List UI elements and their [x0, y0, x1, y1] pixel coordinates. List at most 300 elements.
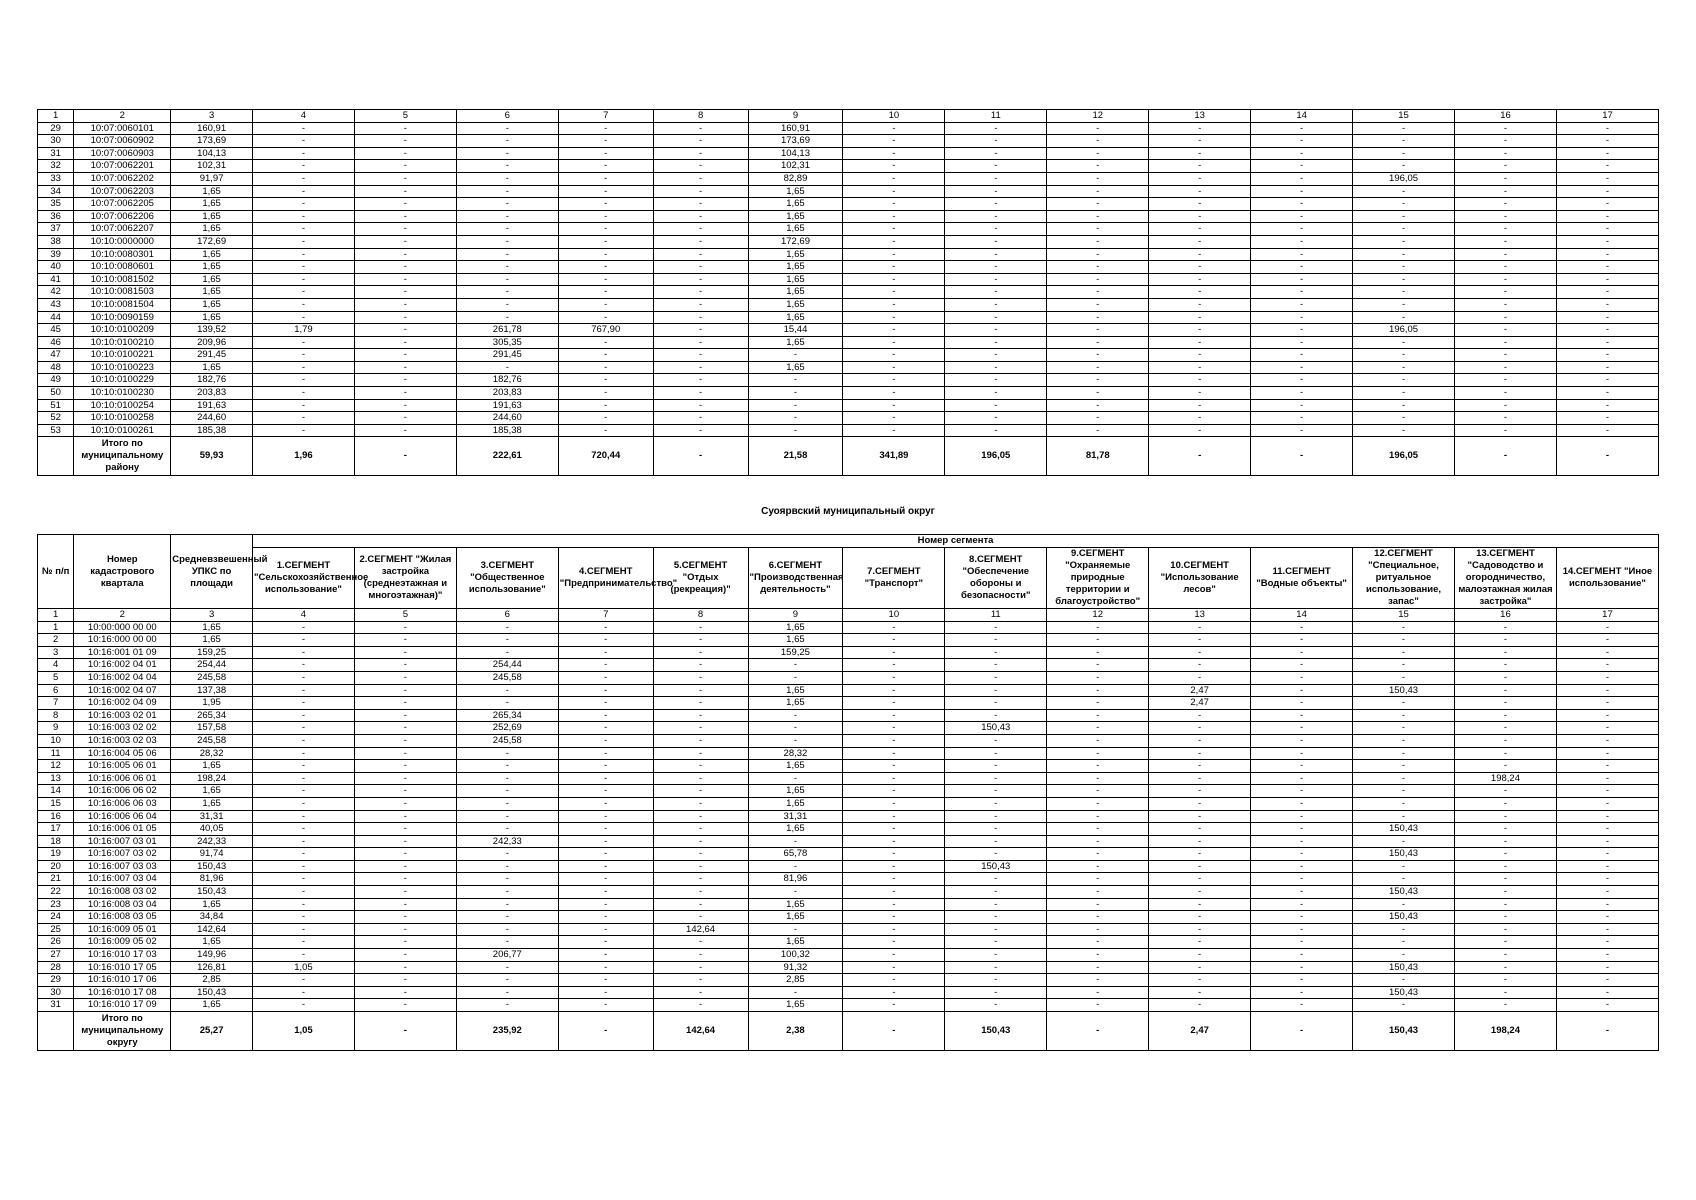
total-cell: 150,43 — [945, 1012, 1047, 1051]
table-cell: - — [354, 671, 456, 684]
table-cell: - — [1149, 160, 1251, 173]
table-cell: - — [456, 248, 558, 261]
table-cell: - — [1353, 210, 1455, 223]
table-cell: - — [748, 835, 843, 848]
table-cell: - — [843, 785, 945, 798]
total-cell: 59,93 — [171, 437, 253, 476]
column-number-cell: 7 — [558, 609, 653, 622]
table-cell: - — [1251, 172, 1353, 185]
table-row — [38, 697, 1659, 710]
table-cell: - — [1353, 709, 1455, 722]
table-cell: - — [653, 349, 748, 362]
table-cell: 1,65 — [748, 797, 843, 810]
table-cell: - — [1455, 412, 1557, 425]
table-cell: - — [1251, 722, 1353, 735]
table-cell: - — [558, 722, 653, 735]
column-number-cell: 1 — [38, 110, 74, 123]
table-cell: - — [1149, 898, 1251, 911]
total-row — [38, 437, 1659, 476]
table-cell: - — [653, 324, 748, 337]
table-cell: - — [1251, 198, 1353, 211]
table-cell: - — [945, 747, 1047, 760]
table-cell: - — [558, 697, 653, 710]
table-cell: 91,74 — [171, 848, 253, 861]
table-cell: 31,31 — [748, 810, 843, 823]
table-cell: - — [354, 185, 456, 198]
table-cell: 198,24 — [171, 772, 253, 785]
table-cell: - — [843, 135, 945, 148]
table-cell: - — [1047, 424, 1149, 437]
table-cell: - — [1047, 412, 1149, 425]
table-cell: - — [1556, 621, 1658, 634]
table-cell: 25 — [38, 923, 74, 936]
table-cell: - — [1353, 235, 1455, 248]
table-cell: 10:16:010 17 08 — [74, 986, 171, 999]
table-cell: - — [354, 336, 456, 349]
table-cell: - — [1454, 923, 1556, 936]
total-row — [38, 1012, 1659, 1051]
table-cell: - — [252, 949, 354, 962]
table-row — [38, 659, 1659, 672]
table-cell: 1,65 — [748, 361, 843, 374]
table-cell: 139,52 — [171, 324, 253, 337]
table-row — [38, 361, 1659, 374]
table-cell: - — [1454, 999, 1556, 1012]
table-cell: 23 — [38, 898, 74, 911]
table-cell: - — [558, 412, 653, 425]
table-cell: 6 — [38, 684, 74, 697]
table-cell: - — [354, 634, 456, 647]
table-cell: - — [1454, 898, 1556, 911]
table-cell: - — [1251, 336, 1353, 349]
table-cell: - — [1353, 311, 1455, 324]
table-cell: - — [653, 646, 748, 659]
table-cell: - — [1047, 646, 1149, 659]
table-cell: 28 — [38, 961, 74, 974]
table-cell: - — [1149, 911, 1251, 924]
column-number-cell: 5 — [354, 609, 456, 622]
table-cell: - — [558, 311, 653, 324]
table-cell: - — [653, 223, 748, 236]
table-cell: - — [1149, 785, 1251, 798]
table-cell: - — [843, 160, 945, 173]
table-cell: - — [456, 772, 558, 785]
table-cell: - — [354, 697, 456, 710]
table-cell: 10:10:0100258 — [74, 412, 171, 425]
table-cell: - — [843, 823, 945, 836]
table-cell: - — [843, 848, 945, 861]
table-cell: 11 — [38, 747, 74, 760]
table-cell: - — [653, 185, 748, 198]
table-cell: 43 — [38, 298, 74, 311]
table-cell: 10:16:003 02 02 — [74, 722, 171, 735]
table-cell: 160,91 — [748, 122, 843, 135]
table-cell: - — [1149, 399, 1251, 412]
table-cell: - — [653, 336, 748, 349]
total-cell: 25,27 — [171, 1012, 253, 1051]
header-segment-14: 14.СЕГМЕНТ "Иное использование" — [1556, 548, 1658, 609]
table-cell: 196,05 — [1353, 172, 1455, 185]
table-cell: - — [1556, 697, 1658, 710]
table-cell: - — [1251, 785, 1353, 798]
table-cell: - — [1251, 848, 1353, 861]
table-cell: - — [354, 235, 456, 248]
table-cell: - — [1556, 898, 1658, 911]
table-cell: - — [456, 823, 558, 836]
table-cell: - — [252, 248, 354, 261]
table-cell: - — [252, 709, 354, 722]
table-cell: 160,91 — [171, 122, 253, 135]
table-cell: - — [1047, 349, 1149, 362]
table-cell: 39 — [38, 248, 74, 261]
table-cell: - — [945, 709, 1047, 722]
table-cell: - — [252, 886, 354, 899]
table-cell: - — [843, 709, 945, 722]
table-cell: - — [1556, 311, 1658, 324]
table-cell: - — [1556, 734, 1658, 747]
table-cell: 40,05 — [171, 823, 253, 836]
table-cell: 150,43 — [1353, 961, 1455, 974]
table-cell: - — [1149, 621, 1251, 634]
total-cell: 2,38 — [748, 1012, 843, 1051]
table-cell: - — [653, 361, 748, 374]
table-cell: - — [945, 797, 1047, 810]
table-cell: - — [252, 873, 354, 886]
table-cell: - — [1251, 949, 1353, 962]
table-row — [38, 949, 1659, 962]
table-cell: - — [558, 374, 653, 387]
table-cell: - — [1047, 223, 1149, 236]
table-cell: - — [1251, 261, 1353, 274]
table-cell: - — [1047, 747, 1149, 760]
table-cell: 27 — [38, 949, 74, 962]
table-cell: - — [653, 848, 748, 861]
column-number-cell: 14 — [1251, 609, 1353, 622]
column-number-cell: 17 — [1556, 110, 1658, 123]
table-cell: - — [1353, 936, 1455, 949]
table-cell: 15 — [38, 797, 74, 810]
table-cell: - — [1556, 659, 1658, 672]
table-cell: - — [456, 621, 558, 634]
table-cell: - — [558, 286, 653, 299]
column-number-cell: 16 — [1454, 609, 1556, 622]
table-cell: - — [748, 374, 843, 387]
table-cell: - — [1455, 185, 1557, 198]
table-cell: - — [1047, 974, 1149, 987]
table-cell: 10:07:0062202 — [74, 172, 171, 185]
table-cell: - — [1454, 848, 1556, 861]
table-cell: - — [354, 684, 456, 697]
table-cell: - — [653, 374, 748, 387]
table-cell: - — [1251, 734, 1353, 747]
table-row — [38, 886, 1659, 899]
table-cell: - — [653, 898, 748, 911]
table-cell: - — [1455, 210, 1557, 223]
table-cell: - — [456, 160, 558, 173]
table-cell: - — [252, 684, 354, 697]
table-cell: - — [1047, 722, 1149, 735]
table-cell: - — [653, 760, 748, 773]
table-cell: 17 — [38, 823, 74, 836]
table-cell: 10:16:004 05 06 — [74, 747, 171, 760]
header-segment-4: 4.СЕГМЕНТ "Предпринимательство" — [558, 548, 653, 609]
total-cell: 196,05 — [1353, 437, 1455, 476]
table-cell: 150,43 — [171, 886, 253, 899]
table-cell: - — [456, 760, 558, 773]
table-cell: 10:07:0062206 — [74, 210, 171, 223]
table-cell: 1,65 — [171, 936, 253, 949]
table-cell: 47 — [38, 349, 74, 362]
total-cell: 1,05 — [252, 1012, 354, 1051]
table-cell: - — [252, 797, 354, 810]
table-cell: 3 — [38, 646, 74, 659]
table-cell: - — [456, 223, 558, 236]
table-cell: - — [653, 399, 748, 412]
table-cell: - — [1556, 361, 1658, 374]
table-cell: 1,65 — [748, 336, 843, 349]
table-cell: - — [558, 797, 653, 810]
total-label: Итого по муниципальному району — [74, 437, 171, 476]
table-cell: - — [1353, 697, 1455, 710]
table-cell: - — [653, 248, 748, 261]
table-cell: 150,43 — [1353, 848, 1455, 861]
table-row — [38, 324, 1659, 337]
table-cell: 1,65 — [171, 999, 253, 1012]
table-cell: - — [1353, 185, 1455, 198]
table-cell: - — [1353, 147, 1455, 160]
table-cell: - — [1149, 986, 1251, 999]
table-cell: - — [1556, 860, 1658, 873]
table-cell: 28,32 — [748, 747, 843, 760]
table-cell: - — [1556, 709, 1658, 722]
table-cell: - — [843, 261, 945, 274]
table-cell: - — [653, 147, 748, 160]
table-row — [38, 286, 1659, 299]
table-cell: 10:10:0100223 — [74, 361, 171, 374]
table-cell: - — [354, 760, 456, 773]
table-cell: 7 — [38, 697, 74, 710]
header-row-number: № п/п — [38, 535, 74, 609]
table-cell: - — [653, 659, 748, 672]
table-cell: 10:16:001 01 09 — [74, 646, 171, 659]
table-cell: - — [1251, 235, 1353, 248]
table-cell: - — [1454, 886, 1556, 899]
table-cell: 150,43 — [945, 722, 1047, 735]
table-cell: - — [945, 936, 1047, 949]
table-cell: - — [1251, 349, 1353, 362]
table-cell: - — [843, 684, 945, 697]
table-cell: - — [1251, 961, 1353, 974]
table-cell: 209,96 — [171, 336, 253, 349]
table-cell: - — [653, 722, 748, 735]
table-cell: - — [1454, 974, 1556, 987]
table-cell: - — [1149, 273, 1251, 286]
table-cell: 29 — [38, 974, 74, 987]
table-cell: - — [558, 659, 653, 672]
table-cell: 1,65 — [171, 198, 253, 211]
table-cell: - — [354, 835, 456, 848]
table-cell: - — [1454, 986, 1556, 999]
table-cell: - — [456, 923, 558, 936]
table-cell: 1,65 — [171, 785, 253, 798]
table-cell: - — [1251, 911, 1353, 924]
table-cell: 19 — [38, 848, 74, 861]
table-cell: - — [653, 949, 748, 962]
table-cell: - — [354, 986, 456, 999]
table-cell: - — [1251, 936, 1353, 949]
table-cell: - — [1455, 286, 1557, 299]
total-cell: - — [1251, 437, 1353, 476]
total-cell: 142,64 — [653, 1012, 748, 1051]
table-cell: - — [945, 147, 1047, 160]
table-cell: 30 — [38, 135, 74, 148]
table-cell: - — [252, 336, 354, 349]
table-cell: - — [1047, 273, 1149, 286]
table-cell: - — [1353, 797, 1455, 810]
table-cell: 137,38 — [171, 684, 253, 697]
table-cell: - — [1454, 646, 1556, 659]
table-cell: - — [354, 361, 456, 374]
table-cell: - — [653, 835, 748, 848]
table-cell: - — [945, 760, 1047, 773]
table-row — [38, 634, 1659, 647]
table-cell: - — [1149, 835, 1251, 848]
table-cell: - — [252, 147, 354, 160]
table-cell: - — [354, 210, 456, 223]
table-cell: 1,65 — [171, 223, 253, 236]
table-cell: - — [843, 374, 945, 387]
table-cell: 150,43 — [1353, 886, 1455, 899]
table-cell: - — [1353, 810, 1455, 823]
table-cell: - — [1047, 298, 1149, 311]
table-cell: - — [653, 886, 748, 899]
table-cell: 9 — [38, 722, 74, 735]
column-number-cell: 2 — [74, 609, 171, 622]
table-cell: 24 — [38, 911, 74, 924]
table-cell: - — [1556, 823, 1658, 836]
table-cell: - — [456, 198, 558, 211]
table-cell: - — [558, 210, 653, 223]
table-cell: 10:16:006 06 03 — [74, 797, 171, 810]
table-cell: - — [456, 634, 558, 647]
table-cell: - — [945, 949, 1047, 962]
table-cell: 203,83 — [456, 387, 558, 400]
table-cell: - — [843, 949, 945, 962]
table-cell: - — [1149, 823, 1251, 836]
table-cell: - — [1251, 147, 1353, 160]
table-cell: 1,65 — [748, 936, 843, 949]
table-cell: - — [1556, 785, 1658, 798]
table-cell: - — [843, 999, 945, 1012]
table-cell: 173,69 — [171, 135, 253, 148]
table-cell: - — [1251, 697, 1353, 710]
table-cell: - — [653, 734, 748, 747]
table-cell: - — [1047, 823, 1149, 836]
total-cell: 21,58 — [748, 437, 843, 476]
table-cell: - — [1454, 684, 1556, 697]
table-cell: 1,05 — [252, 961, 354, 974]
table-cell: 1,65 — [171, 621, 253, 634]
table-cell: - — [1047, 923, 1149, 936]
table-cell: - — [1047, 235, 1149, 248]
table-row — [38, 936, 1659, 949]
table-cell: 1,65 — [748, 823, 843, 836]
table-cell: - — [354, 387, 456, 400]
table-cell: - — [1251, 185, 1353, 198]
table-cell: - — [1047, 760, 1149, 773]
total-cell: 2,47 — [1149, 1012, 1251, 1051]
table-cell: - — [1251, 659, 1353, 672]
table-row — [38, 986, 1659, 999]
table-cell: 10:16:010 17 03 — [74, 949, 171, 962]
table-cell: - — [1149, 324, 1251, 337]
table-cell: - — [1556, 374, 1658, 387]
table-cell: 2,85 — [171, 974, 253, 987]
table-cell: 28,32 — [171, 747, 253, 760]
table-cell: - — [843, 621, 945, 634]
table-cell: - — [1353, 772, 1455, 785]
table-cell: 10 — [38, 734, 74, 747]
table-cell: - — [558, 621, 653, 634]
table-cell: - — [354, 772, 456, 785]
table-cell: - — [1047, 684, 1149, 697]
table-cell: - — [843, 634, 945, 647]
table-cell: 244,60 — [456, 412, 558, 425]
table-cell: - — [456, 860, 558, 873]
table-cell: - — [1455, 361, 1557, 374]
table-cell: - — [456, 848, 558, 861]
table-cell: - — [1556, 986, 1658, 999]
table-cell: - — [1454, 810, 1556, 823]
table-cell: - — [653, 621, 748, 634]
table-cell: 5 — [38, 671, 74, 684]
table-cell: 1,65 — [748, 898, 843, 911]
table-cell: - — [558, 936, 653, 949]
table-cell: - — [354, 160, 456, 173]
table-cell: 1,65 — [171, 361, 253, 374]
table-cell: 10:16:003 02 03 — [74, 734, 171, 747]
table-cell: - — [354, 659, 456, 672]
table-cell: - — [1149, 671, 1251, 684]
table-cell: - — [1353, 999, 1455, 1012]
table-cell: - — [653, 986, 748, 999]
table-cell: - — [456, 747, 558, 760]
table-cell: - — [1556, 810, 1658, 823]
table-row — [38, 999, 1659, 1012]
table-cell: - — [1454, 760, 1556, 773]
table-cell: - — [1047, 311, 1149, 324]
table-cell: - — [456, 911, 558, 924]
table-cell: - — [1149, 248, 1251, 261]
table-cell: - — [354, 961, 456, 974]
table-cell: - — [843, 185, 945, 198]
table-cell: 10:16:002 04 04 — [74, 671, 171, 684]
table-cell: 26 — [38, 936, 74, 949]
table-cell: 10:16:002 04 07 — [74, 684, 171, 697]
table-cell: 50 — [38, 387, 74, 400]
table-cell: - — [252, 659, 354, 672]
table-cell: - — [558, 349, 653, 362]
table-cell: 65,78 — [748, 848, 843, 861]
table-cell: 172,69 — [171, 235, 253, 248]
table-cell: - — [653, 298, 748, 311]
table-cell: - — [252, 747, 354, 760]
table-cell: - — [1353, 722, 1455, 735]
table-cell: 1,65 — [748, 311, 843, 324]
table-cell: - — [1047, 621, 1149, 634]
table-cell: - — [1353, 223, 1455, 236]
table-cell: - — [456, 235, 558, 248]
